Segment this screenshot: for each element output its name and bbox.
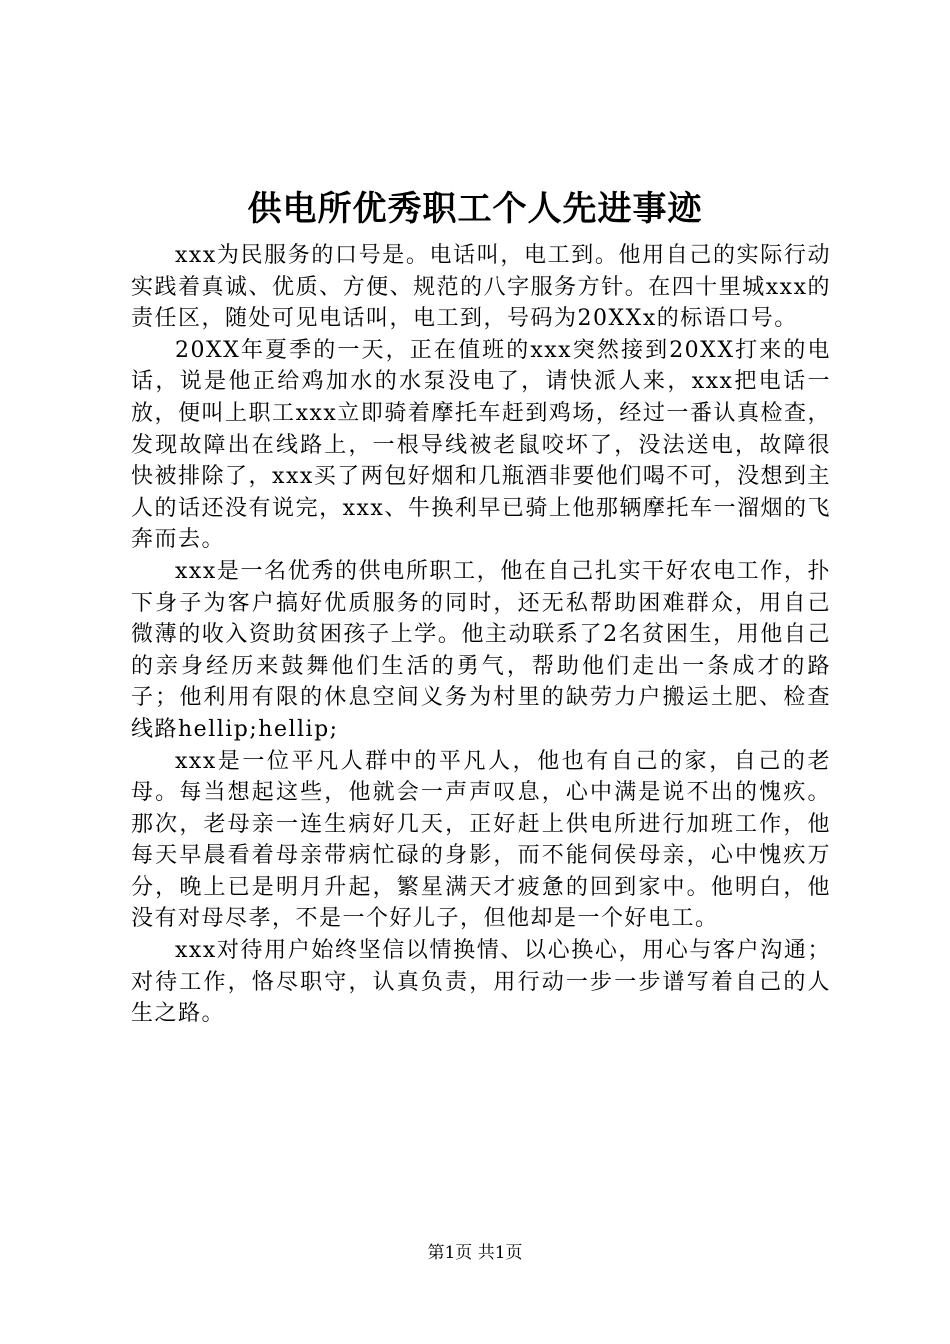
paragraph-2: 20XX年夏季的一天，正在值班的xxx突然接到20XX打来的电话，说是他正给鸡加水的水泵没电了，请快派人来，xxx把电话一放，便叫上职工xxx立即骑着摩托车赶到鸡场，经过一番认真检查，发现故障出在线路上，一根导线被老鼠咬坏了，没法送电，故障很快被排除了，xxx买了两包好烟和几瓶酒非要他们喝不可，没想到主人的话还没有说完，xxx、牛换利早已骑上他那辆摩托车一溜烟的飞奔而去。 [131,337,831,553]
document-title: 供电所优秀职工个人先进事迹 [247,189,703,229]
paragraph-5: xxx对待用户始终坚信以情换情、以心换心，用心与客户沟通；对待工作，恪尽职守，认真负责，用行动一步一步谱写着自己的人生之路。 [131,938,831,1027]
paragraph-1: xxx为民服务的口号是。电话叫，电工到。他用自己的实际行动实践着真诚、优质、方便、规范的八字服务方针。在四十里城xxx的责任区，随处可见电话叫，电工到，号码为20XXx的标语口号。 [131,243,831,332]
paragraph-4: xxx是一位平凡人群中的平凡人，他也有自己的家，自己的老母。每当想起这些，他就会一声声叹息，心中满是说不出的愧疚。那次，老母亲一连生病好几天，正好赶上供电所进行加班工作，他每天早晨看着母亲带病忙碌的身影，而不能伺侯母亲，心中愧疚万分，晚上已是明月升起，繁星满天才疲惫的回到家中。他明白，他没有对母尽孝，不是一个好儿子，但他却是一个好电工。 [131,748,831,932]
document-body [131,240,831,1030]
page-footer: 第1页 共1页 [427,1243,523,1263]
paragraph-3: xxx是一名优秀的供电所职工，他在自己扎实干好农电工作，扑下身子为客户搞好优质服务的同时，还无私帮助困难群众，用自己微薄的收入资助贫困孩子上学。他主动联系了2名贫困生，用他自己的亲身经历来鼓舞他们生活的勇气，帮助他们走出一条成才的路子；他利用有限的休息空间义务为村里的缺劳力户搬运土肥、检查线路hellip;hellip; [131,558,831,742]
